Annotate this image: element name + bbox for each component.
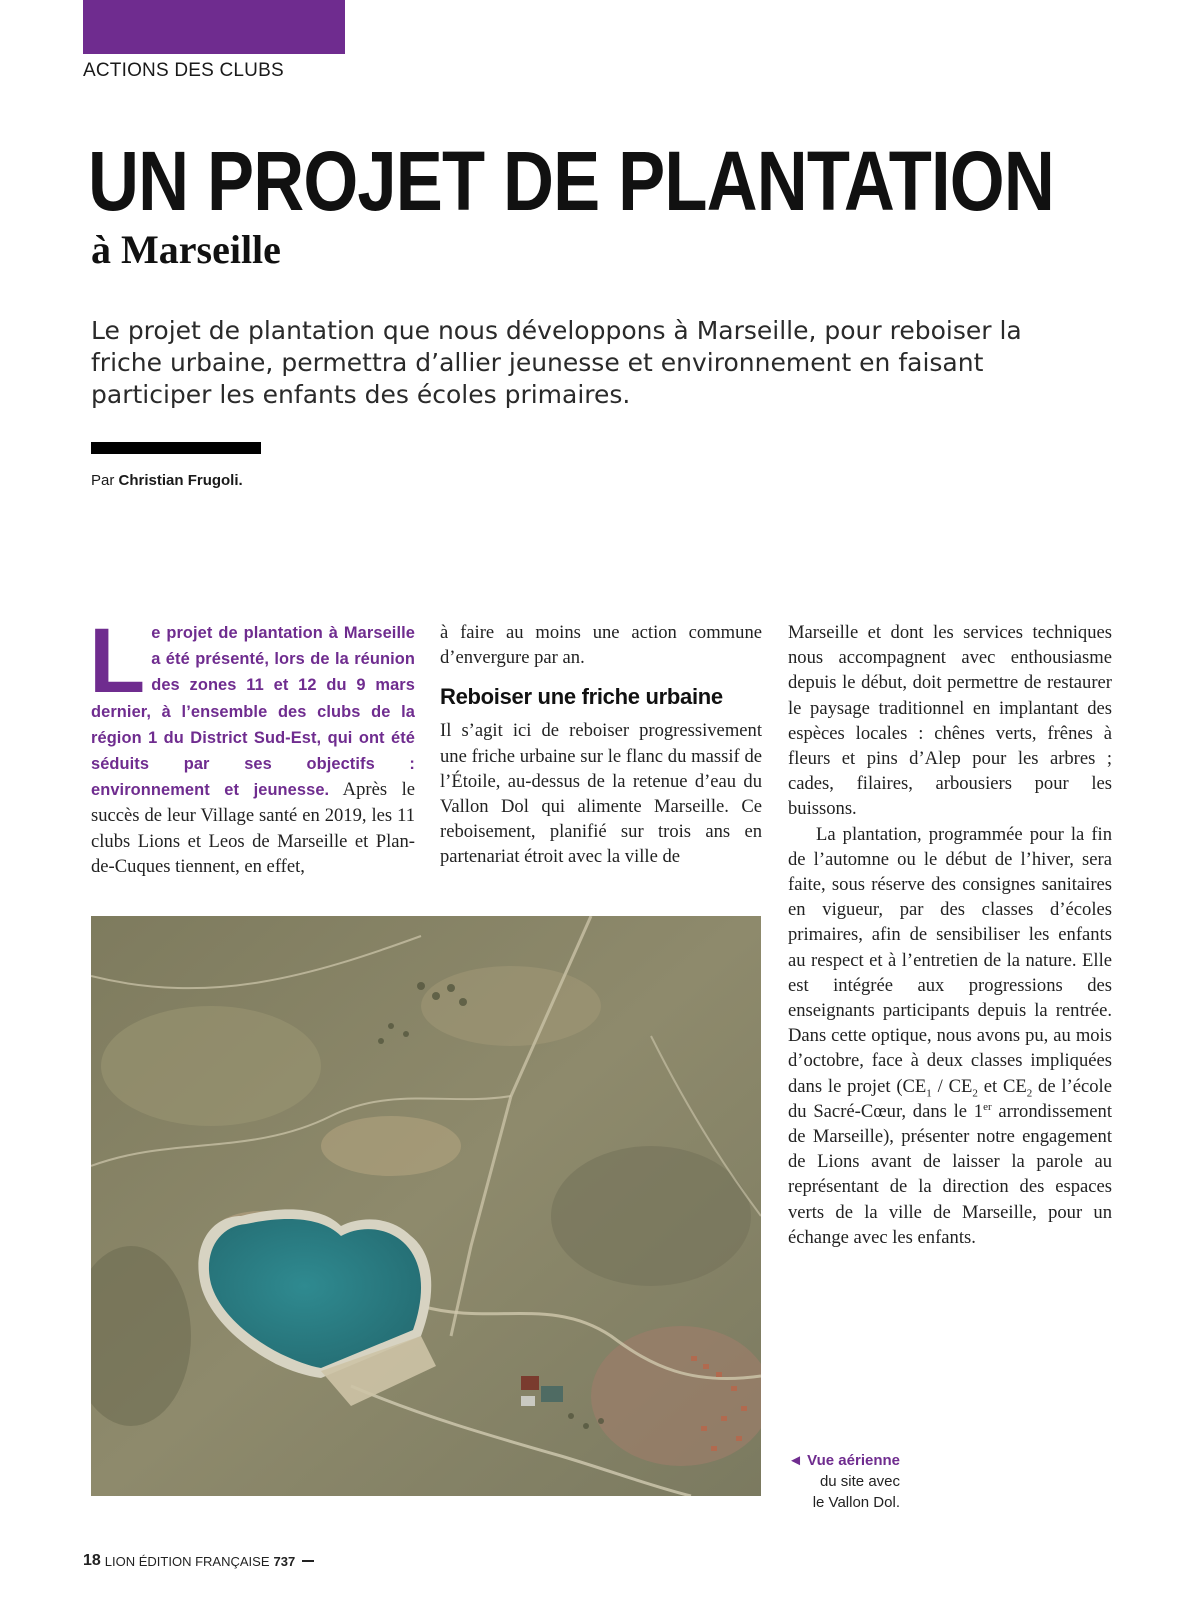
- intro-paragraph: [89, 610, 415, 879]
- col3-p2-part-b: de l’école du Sacré-Cœur, dans le 1: [788, 1075, 1112, 1122]
- er-superscript: er: [983, 1100, 992, 1113]
- byline-prefix: Par: [91, 472, 115, 489]
- publication-name: LION ÉDITION FRANÇAISE: [104, 1553, 270, 1569]
- ce-subscript-2: 2: [972, 1087, 978, 1100]
- text-column-1: [89, 610, 415, 879]
- section-rubric: ACTIONS DES CLUBS: [83, 60, 284, 81]
- ce-subscript-3: 2: [1026, 1087, 1033, 1100]
- text-column-3: [788, 620, 1112, 1250]
- footer-dash: [302, 1560, 314, 1562]
- photo-caption: [760, 1450, 900, 1513]
- col3-p2-part-c: arrondissement de Marseille), présenter notre engagement de Lions avant de laisser la parole au représentant de la direction des espaces verts de la ville de Marseille, pour un échange avec les enfants.: [788, 1100, 1112, 1248]
- byline-author: Christian Frugoli.: [118, 472, 243, 489]
- aerial-photo: [91, 916, 761, 1496]
- aerial-photo-illustration: [91, 916, 761, 1496]
- ce-subscript-1: 1: [926, 1087, 932, 1100]
- col3-paragraph-1: Marseille et dont les services techniques nous accompagnent avec enthousiasme depuis le début, doit permettre de restaurer le paysage traditionnel en implantant des espèces locales : chênes verts, frênes à fleurs et pins d’Alep pour les arbres ; cades, filaires, arbousiers pour les buissons.: [788, 622, 1112, 820]
- article-title: UN PROJET DE PLANTATION: [88, 134, 1054, 228]
- section-heading: Reboiser une friche urbaine: [440, 684, 723, 710]
- intro-rest-text: Après le succès de leur Village santé en 2019, les 11 clubs Lions et Leos de Marseille et Plan-de-Cuques tiennent, en effet,: [91, 779, 415, 877]
- ce-and: et CE: [977, 1075, 1027, 1097]
- article-subtitle: à Marseille: [91, 227, 281, 272]
- page-number: 18: [83, 1552, 101, 1569]
- section-color-bar: [83, 0, 345, 54]
- divider-rule: [91, 442, 261, 454]
- col2-paragraph: Il s’agit ici de reboiser progressivement une friche urbaine sur le flanc du massif de l’Étoile, au-dessus de la retenue d’eau du Vallon Dol qui alimente Marseille. Ce reboisement, planifié sur trois ans en partenariat étroit avec la ville de: [440, 720, 762, 868]
- intro-bold-text: e projet de plantation à Marseille a été présenté, lors de la réunion des zones 11 et 12 du 9 mars dernier, à l’ensemble des clubs de la région 1 du District Sud-Est, qui ont été séduits par ses objectifs : environnement et jeunesse.: [91, 624, 415, 800]
- issue-number: 737: [273, 1553, 296, 1569]
- caption-line-2: du site avec: [819, 1473, 900, 1490]
- col3-p2-part-a: La plantation, programmée pour la fin de l’automne ou le début de l’hiver, sera faite, sous réserve des consignes sanitaires en vigueur, par des classes d’écoles primaires, afin de sensibiliser les enfants au respect et à l’entretien de la nature. Elle est intégrée aux progressions des enseignants participants depuis la rentrée. Dans cette optique, nous avons pu, au mois d’octobre, face à deux classes impliquées dans le projet (CE: [788, 823, 1112, 1097]
- col2-continuation: à faire au moins une action commune d’envergure par an.: [440, 622, 762, 669]
- drop-cap: L: [89, 610, 146, 712]
- caption-title: ◄ Vue aérienne: [788, 1452, 900, 1469]
- page-footer: [83, 1552, 314, 1570]
- col3-paragraph-2: [788, 822, 1112, 1250]
- article-lead: Le projet de plantation que nous développons à Marseille, pour reboiser la friche urbaine, permettra d’allier jeunesse et environnement en faisant participer les enfants des écoles primaires.: [91, 316, 1022, 409]
- text-column-2: [440, 620, 762, 870]
- byline: [91, 472, 243, 489]
- ce-separator: / CE: [931, 1075, 973, 1097]
- caption-line-3: le Vallon Dol.: [812, 1494, 900, 1511]
